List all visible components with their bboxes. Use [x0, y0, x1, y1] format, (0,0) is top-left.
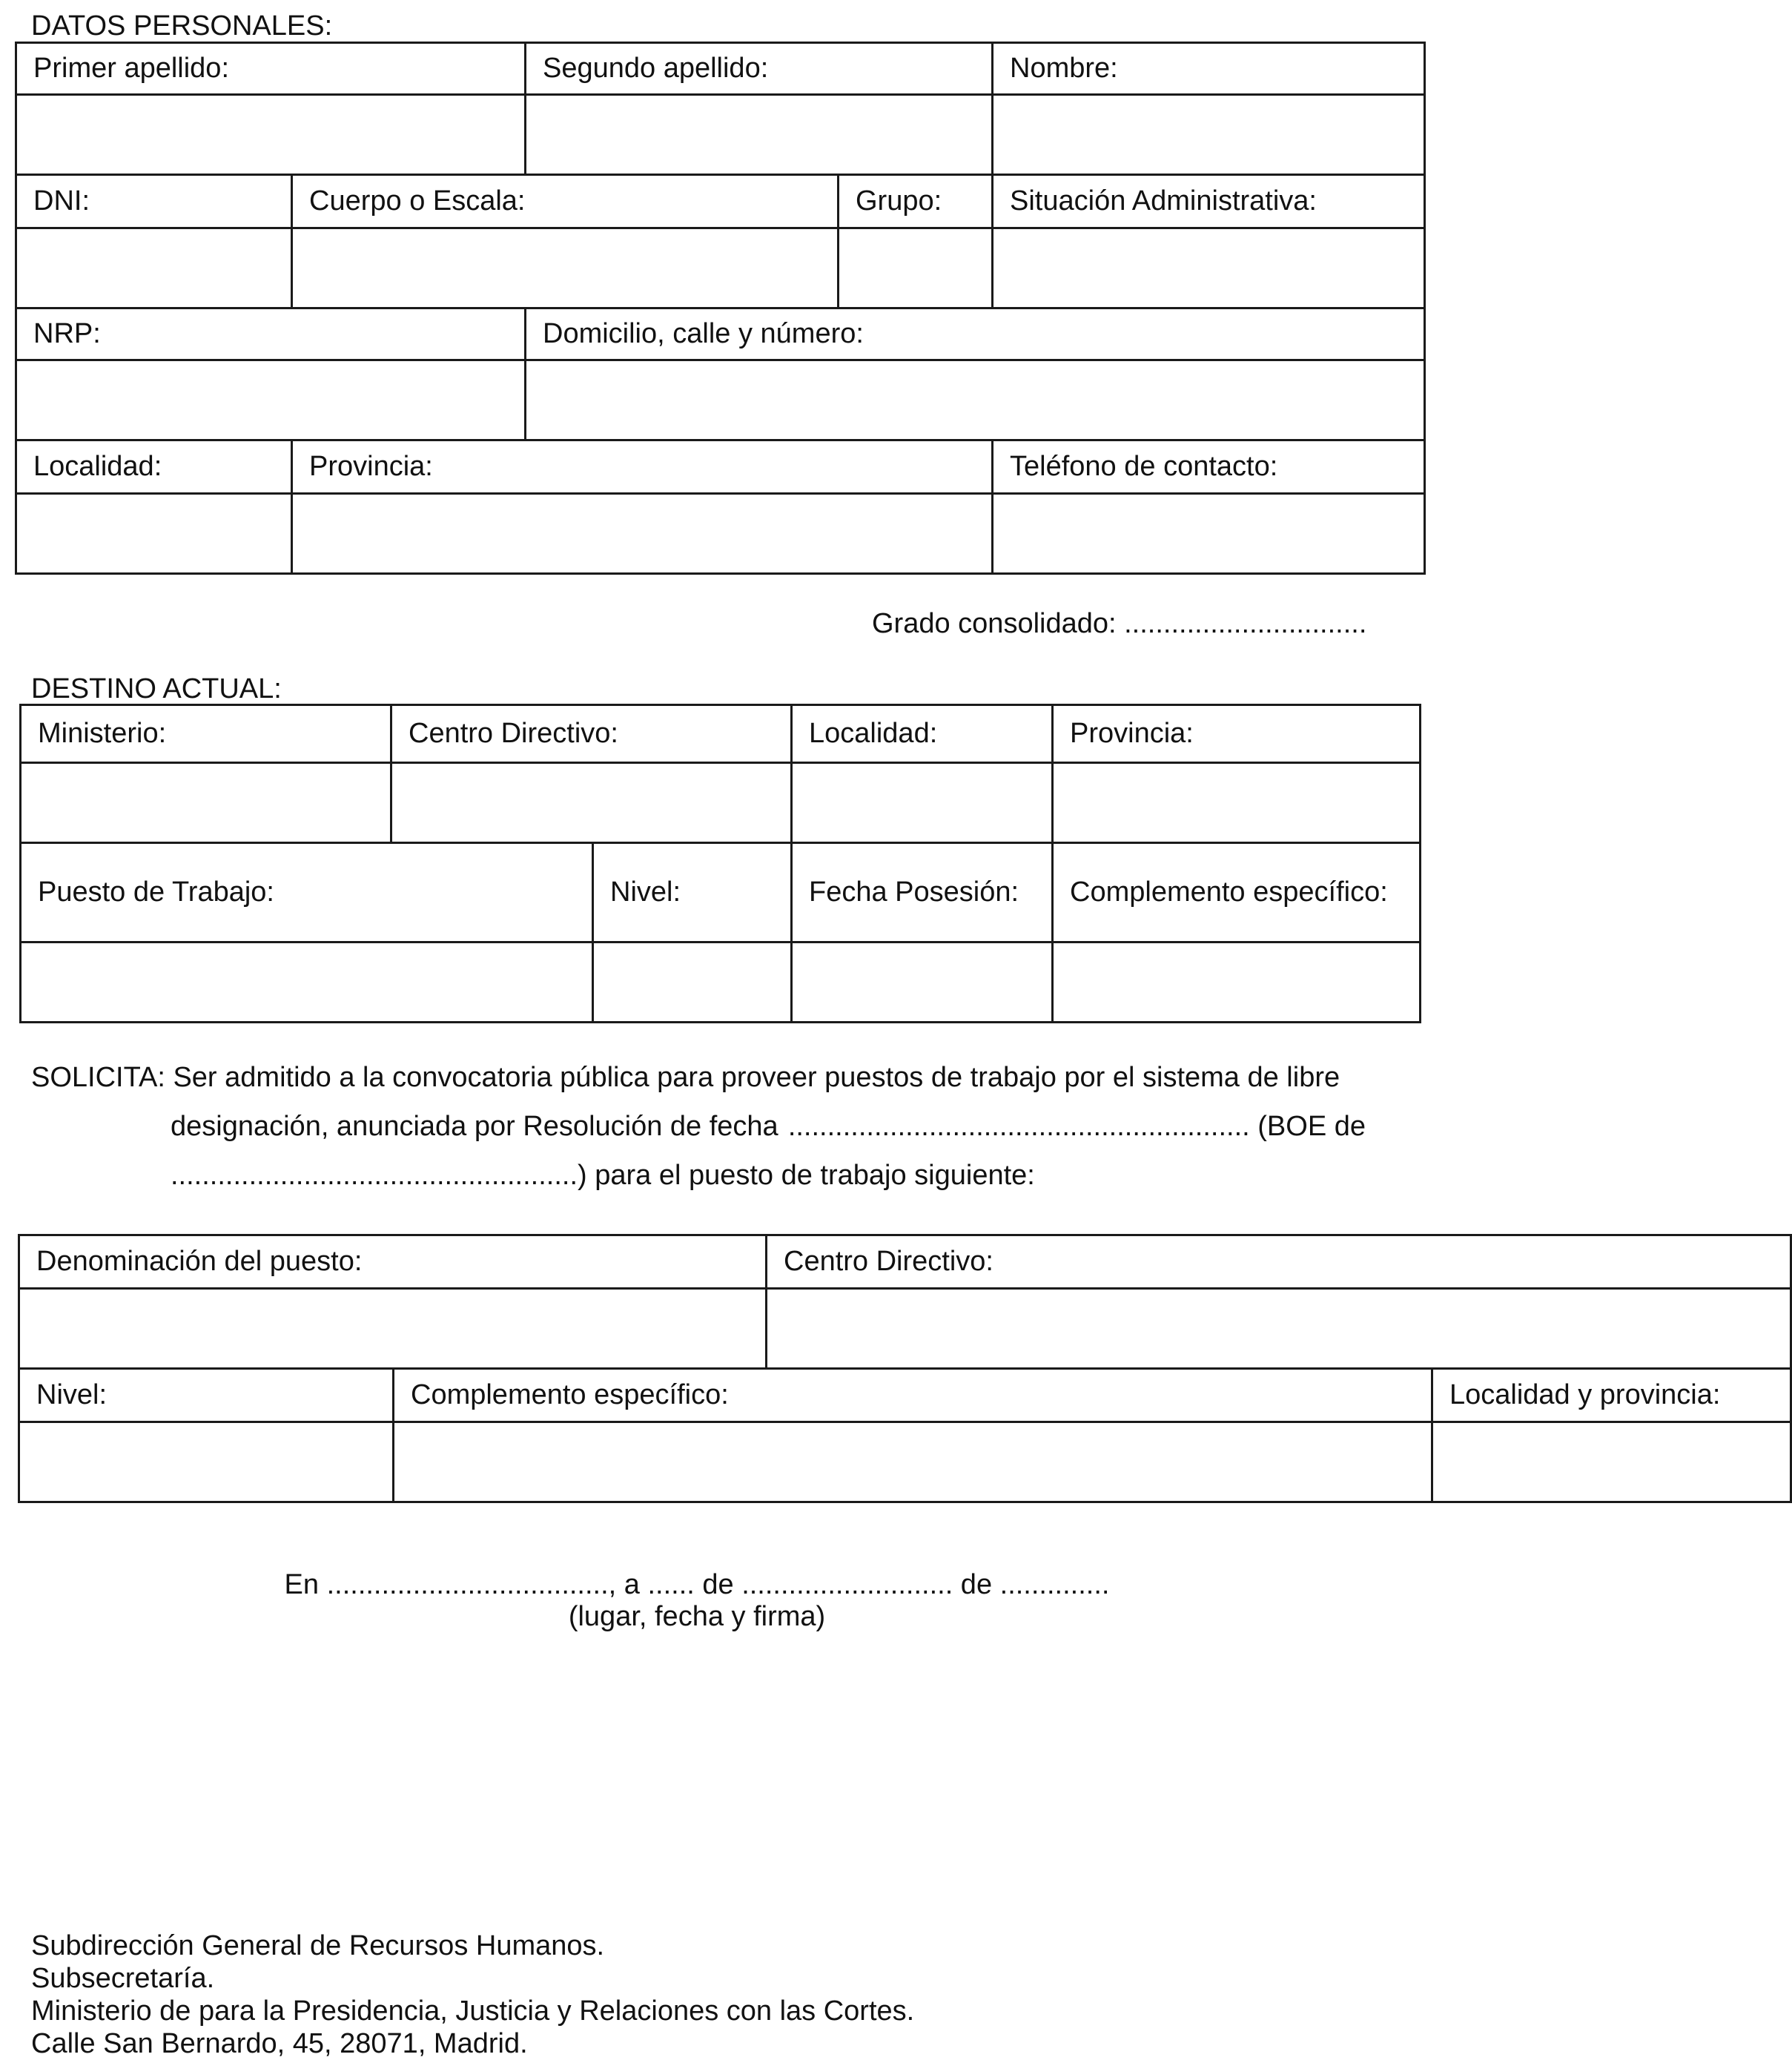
- field-primer-apellido[interactable]: [16, 95, 526, 175]
- field-telefono[interactable]: [993, 494, 1425, 574]
- solicita-label: SOLICITA:: [31, 1062, 165, 1093]
- label-centro-directivo-solicitado: Centro Directivo:: [767, 1235, 1791, 1289]
- solicita-text-2b: ........................................................... (BOE de: [787, 1111, 1366, 1142]
- field-denominacion-puesto[interactable]: [19, 1289, 767, 1369]
- field-puesto-trabajo[interactable]: [21, 942, 593, 1023]
- label-complemento-actual: Complemento específico:: [1053, 843, 1421, 942]
- footer-line-3: Ministerio de para la Presidencia, Justicia y Relaciones con las Cortes.: [31, 1995, 915, 2027]
- solicita-paragraph: [31, 1053, 1366, 1200]
- label-grupo: Grupo:: [839, 175, 993, 228]
- field-cuerpo-escala[interactable]: [292, 228, 839, 308]
- label-provincia-actual: Provincia:: [1053, 705, 1421, 763]
- field-complemento-solicitado[interactable]: [394, 1422, 1432, 1502]
- label-puesto-trabajo: Puesto de Trabajo:: [21, 843, 593, 942]
- label-localidad-provincia: Localidad y provincia:: [1432, 1369, 1791, 1422]
- label-localidad-actual: Localidad:: [792, 705, 1053, 763]
- footer-line-1: Subdirección General de Recursos Humanos.: [31, 1930, 605, 1961]
- label-denominacion-puesto: Denominación del puesto:: [19, 1235, 767, 1289]
- label-nombre: Nombre:: [993, 43, 1425, 95]
- label-situacion-administrativa: Situación Administrativa:: [993, 175, 1425, 228]
- firma-caption: (lugar, fecha y firma): [568, 1601, 826, 1632]
- field-localidad[interactable]: [16, 494, 292, 574]
- label-dni: DNI:: [16, 175, 292, 228]
- field-localidad-provincia[interactable]: [1432, 1422, 1791, 1502]
- label-fecha-posesion: Fecha Posesión:: [792, 843, 1053, 942]
- grado-consolidado: Grado consolidado: ...............................: [872, 608, 1367, 639]
- field-centro-directivo-solicitado[interactable]: [767, 1289, 1791, 1369]
- field-grupo[interactable]: [839, 228, 993, 308]
- field-provincia-actual[interactable]: [1053, 763, 1421, 843]
- label-ministerio: Ministerio:: [21, 705, 391, 763]
- field-fecha-posesion[interactable]: [792, 942, 1053, 1023]
- field-nivel-actual[interactable]: [593, 942, 792, 1023]
- solicita-line-1: [31, 1053, 1366, 1102]
- label-localidad: Localidad:: [16, 440, 292, 494]
- label-provincia: Provincia:: [292, 440, 993, 494]
- solicita-line-3: ....................................................) para el puesto de trabajo siguiente:: [171, 1160, 1035, 1191]
- section-heading-datos-personales: DATOS PERSONALES:: [31, 10, 333, 42]
- datos-personales-table: [15, 42, 1426, 575]
- label-nrp: NRP:: [16, 308, 526, 360]
- field-provincia[interactable]: [292, 494, 993, 574]
- field-nombre[interactable]: [993, 95, 1425, 175]
- label-primer-apellido: Primer apellido:: [16, 43, 526, 95]
- field-nrp[interactable]: [16, 360, 526, 440]
- firma-line: En ...................................., a ...... de ........................... de ..............: [284, 1569, 1110, 1600]
- label-telefono: Teléfono de contacto:: [993, 440, 1425, 494]
- field-centro-directivo-actual[interactable]: [391, 763, 792, 843]
- field-localidad-actual[interactable]: [792, 763, 1053, 843]
- footer-line-4: Calle San Bernardo, 45, 28071, Madrid.: [31, 2028, 528, 2059]
- field-dni[interactable]: [16, 228, 292, 308]
- section-heading-destino-actual: DESTINO ACTUAL:: [31, 673, 282, 704]
- label-nivel-actual: Nivel:: [593, 843, 792, 942]
- label-domicilio: Domicilio, calle y número:: [526, 308, 1425, 360]
- destino-actual-table: [19, 704, 1421, 1023]
- solicita-line-2: [31, 1102, 1366, 1151]
- field-situacion-administrativa[interactable]: [993, 228, 1425, 308]
- footer-address: [31, 1929, 914, 2060]
- field-nivel-solicitado[interactable]: [19, 1422, 394, 1502]
- solicita-text-2a: designación, anunciada por Resolución de fecha: [171, 1111, 778, 1142]
- label-cuerpo-escala: Cuerpo o Escala:: [292, 175, 839, 228]
- field-complemento-actual[interactable]: [1053, 942, 1421, 1023]
- field-segundo-apellido[interactable]: [526, 95, 993, 175]
- field-domicilio[interactable]: [526, 360, 1425, 440]
- puesto-solicitado-table: [18, 1234, 1792, 1503]
- label-complemento-solicitado: Complemento específico:: [394, 1369, 1432, 1422]
- solicita-text-1: Ser admitido a la convocatoria pública para proveer puestos de trabajo por el sistema de libre: [173, 1062, 1340, 1093]
- label-segundo-apellido: Segundo apellido:: [526, 43, 993, 95]
- field-ministerio[interactable]: [21, 763, 391, 843]
- footer-line-2: Subsecretaría.: [31, 1963, 215, 1994]
- label-centro-directivo-actual: Centro Directivo:: [391, 705, 792, 763]
- label-nivel-solicitado: Nivel:: [19, 1369, 394, 1422]
